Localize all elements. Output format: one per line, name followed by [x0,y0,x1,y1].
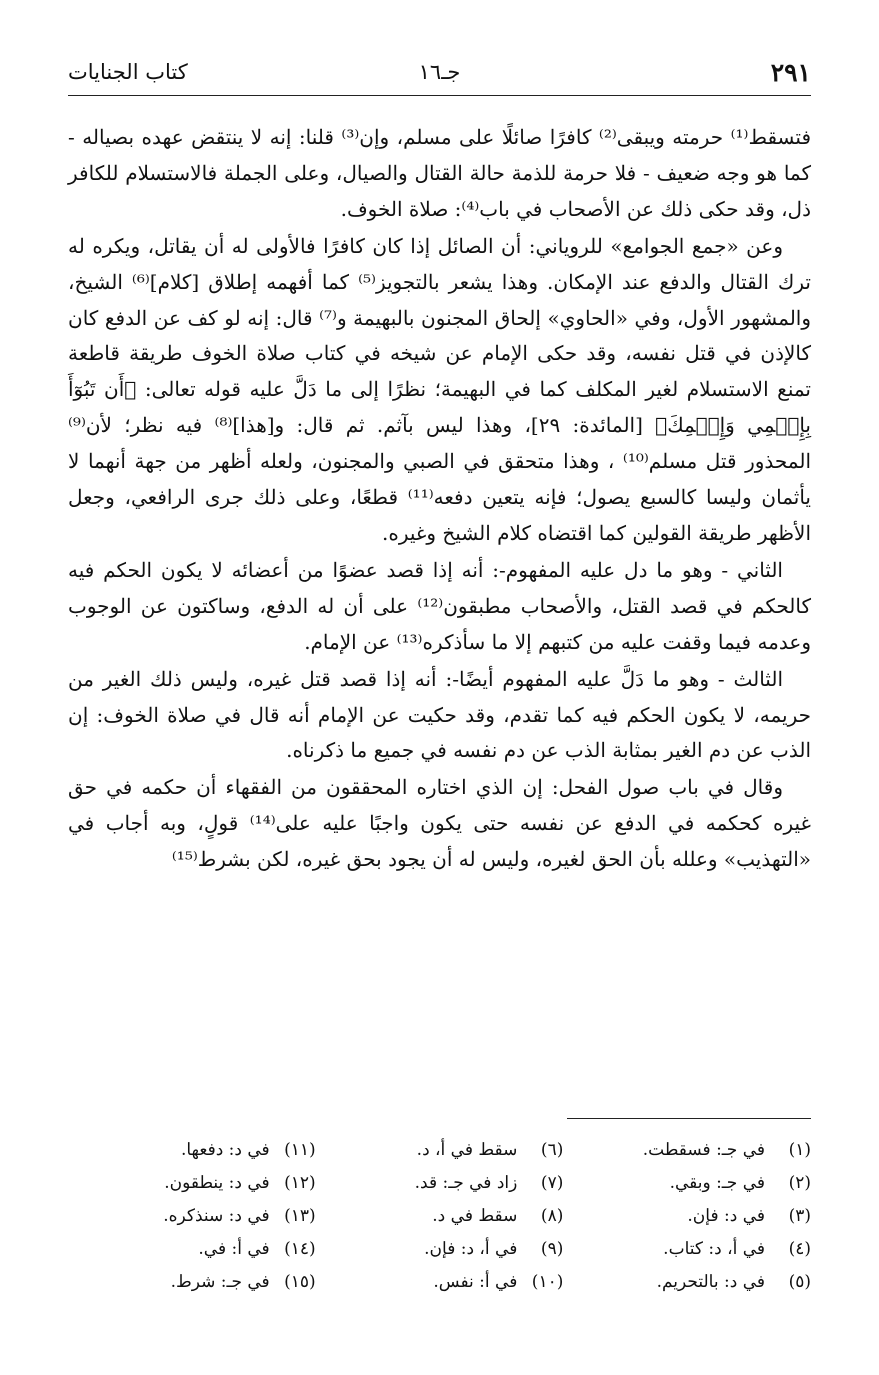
footnote-text: في أ، د: فإن. [424,1238,518,1259]
footnote-number: (٣) [788,1205,811,1226]
footnote-number: (١٤) [284,1238,316,1259]
page-header [68,58,811,92]
footnote-item [316,1232,564,1265]
footnote-item [316,1133,564,1166]
paragraph: الثاني - وهو ما دل عليه المفهوم-: أنه إذا قصد عضوًا من أعضائه لا يكون الحكم فيه كالحكم في قصد القتل، والأصحاب مطبقون⁽¹²⁾ على أن له الدفع، وساكتون عن الوجوب وعدمه فيما وقفت عليه من كتبهم إلا ما سأذكره⁽¹³⁾ عن الإمام. [68,557,812,654]
footnote-number: (١١) [284,1139,316,1160]
footnote-number: (٩) [540,1238,564,1259]
footnote-text: في د: دفعها. [180,1139,270,1160]
paragraph: وعن «جمع الجوامع» للروياني: أن الصائل إذا كان كافرًا فالأولى له أن يقاتل، ويكره له ترك القتال والدفع عند الإمكان. وهذا يشعر بالتجويز⁽⁵⁾ كما أفهمه إطلاق [كلام]⁽⁶⁾ الشيخ، والمشهور الأول، وفي «الحاوي» إلحاق المجنون بالبهيمة و⁽⁷⁾ قال: إنه لو كف عن الدفع كان كالإذن في قتل نفسه، وقد حكى الإمام عن شيخه في كتاب صلاة الخوف طريقة قاطعة تمنع الاستسلام لغير المكلف كما في البهيمة؛ نظرًا إلى ما دَلَّ عليه قوله تعالى: ﴿أَن تَبُوٓأَ بِإِثۡمِي وَإِثۡمِكَ﴾ [المائدة: ٢٩]، وهذا ليس بآثم. ثم قال: و[هذا]⁽⁸⁾ فيه نظر؛ لأن⁽⁹⁾ المحذور قتل مسلم⁽¹⁰⁾ ، وهذا متحقق في الصبي والمجنون، ولعله أظهر من جهة أنهما لا يأثمان وليسا كالسبع يصول؛ فإنه يتعين دفعه⁽¹¹⁾ قطعًا، وعلى ذلك جرى الرافعي، وجعل الأظهر طريقة القولين كما اقتضاه كلام الشيخ وغيره. [68,233,812,545]
footnote-item [68,1133,316,1166]
footnote-item [563,1199,811,1232]
footnote-number: (١٢) [284,1172,316,1193]
paragraph: فتسقط⁽¹⁾ حرمته ويبقى⁽²⁾ كافرًا صائلًا على مسلم، وإن⁽³⁾ قلنا: إنه لا ينتقض عهده بصياله - كما هو وجه ضعيف - فلا حرمة للذمة حالة القتال والصيال، وعلى الجملة فالاستسلام للكافر ذل، وقد حكى ذلك عن الأصحاب في باب⁽⁴⁾: صلاة الخوف. [68,125,811,221]
footnote-item [68,1166,316,1199]
footnote-text: في أ، د: كتاب. [663,1238,765,1259]
footnote-text: في جـ: فسقطت. [642,1139,765,1160]
footnote-number: (٦) [540,1139,564,1160]
page-number: ٢٩١ [770,58,811,87]
footnote-text: في د: بالتحريم. [656,1271,765,1292]
main-text [68,120,811,878]
footnote-text: في جـ: شرط. [170,1271,270,1292]
footnote-item [563,1232,811,1265]
footnote-number: (٨) [540,1205,564,1226]
paragraph: الثالث - وهو ما دَلَّ عليه المفهوم أيضًا-: أنه إذا قصد قتل غيره، وليس ذلك الغير من حريمه، لا يكون الحكم فيه كما تقدم، وقد حكيت عن الإمام أنه قال في صلاة الخوف: إن الذب عن دم الغير بمثابة الذب عن دم نفسه في جميع ما ذكرناه. [68,666,811,763]
footnote-text: سقط في أ، د. [416,1139,518,1160]
footnote-number: (١) [788,1139,811,1160]
footnote-text: في جـ: وبقي. [669,1172,765,1193]
footnote-number: (٤) [788,1238,811,1259]
paragraph: وقال في باب صول الفحل: إن الذي اختاره المحققون من الفقهاء أن حكمه في حق غيره كحكمه في الدفع عن نفسه حتى يكون واجبًا عليه على⁽¹⁴⁾ قولٍ، وبه أجاب في «التهذيب» وعلله بأن الحق لغيره، وليس له أن يجود بحق غيره، لكن بشرط⁽¹⁵⁾ [68,775,811,872]
footnote-number: (١٣) [284,1205,316,1226]
footnote-text: في د: فإن. [687,1205,765,1226]
footnote-item [68,1199,316,1232]
footnote-item [563,1265,811,1298]
footnote-number: (١٥) [284,1271,316,1292]
footnote-text: سقط في د. [432,1205,518,1226]
footnote-item [563,1166,811,1199]
header-divider [68,95,811,96]
footnote-text: في أ: في. [198,1238,270,1259]
footnote-item [316,1166,564,1199]
footnote-item [316,1199,564,1232]
footnote-item [68,1265,316,1298]
footnote-item [563,1133,811,1166]
footnote-item [68,1232,316,1265]
footnotes [68,1133,811,1298]
volume-label: جـ١٦ [418,60,461,84]
footnote-text: في د: ينطقون. [164,1172,270,1193]
footnote-item [316,1265,564,1298]
footnote-number: (٢) [788,1172,811,1193]
footnote-number: (٥) [788,1271,811,1292]
footnote-text: زاد في جـ: قد. [414,1172,518,1193]
footnote-number: (١٠) [531,1271,564,1292]
footnote-text: في أ: نفس. [433,1271,518,1292]
footnote-text: في د: سنذكره. [163,1205,270,1226]
footnote-number: (٧) [540,1172,564,1193]
book-title: كتاب الجنايات [68,60,188,84]
footnote-divider [567,1118,811,1119]
